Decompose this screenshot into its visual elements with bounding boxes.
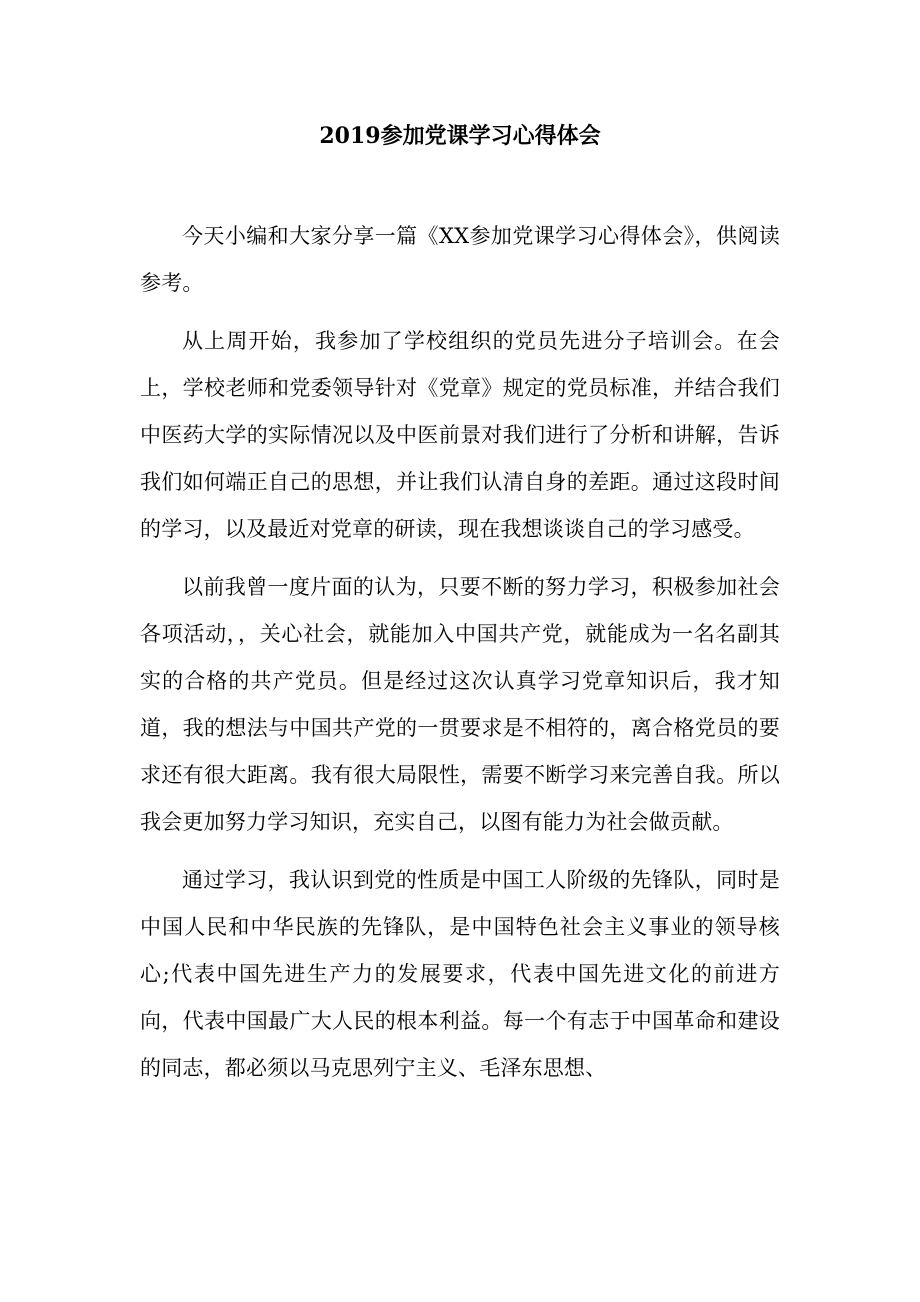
document-title: 2019参加党课学习心得体会 (319, 123, 601, 149)
paragraph-party-nature: 通过学习，我认识到党的性质是中国工人阶级的先锋队，同时是中国人民和中华民族的先锋队，是中国特色社会主义事业的领导核心;代表中国先进生产力的发展要求，代表中国先进文化的前进方向，代表中国最广大人民的根本利益。每一个有志于中国革命和建设的同志，都必须以马克思列宁主义、毛泽东思想、 (140, 868, 780, 1080)
paragraph-reflection: 以前我曾一度片面的认为，只要不断的努力学习，积极参加社会各项活动，，关心社会，就能加入中国共产党，就能成为一名名副其实的合格的共产党员。但是经过这次认真学习党章知识后，我才知道，我的想法与中国共产党的一贯要求是不相符的，离合格党员的要求还有很大距离。我有很大局限性，需要不断学习来完善自我。所以我会更加努力学习知识，充实自己，以图有能力为社会做贡献。 (140, 575, 780, 834)
document-body (140, 213, 780, 1103)
paragraph-intro: 今天小编和大家分享一篇《XX参加党课学习心得体会》，供阅读参考。 (140, 224, 780, 295)
paragraph-training: 从上周开始，我参加了学校组织的党员先进分子培训会。在会上，学校老师和党委领导针对《党章》规定的党员标准，并结合我们中医药大学的实际情况以及中医前景对我们进行了分析和讲解，告诉我们如何端正自己的思想，并让我们认清自身的差距。通过这段时间的学习，以及最近对党章的研读，现在我想谈谈自己的学习感受。 (140, 329, 780, 541)
